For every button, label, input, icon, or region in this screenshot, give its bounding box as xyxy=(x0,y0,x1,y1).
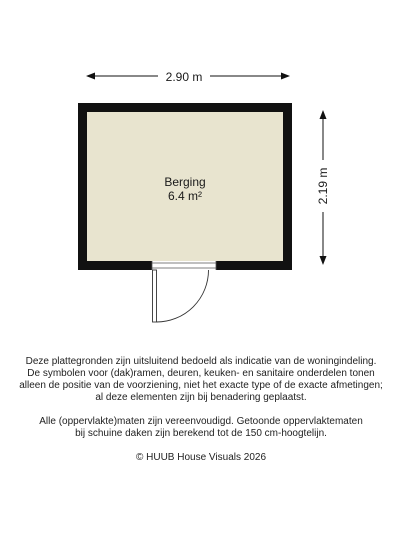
disclaimer-line: Deze plattegronden zijn uitsluitend bedoeld als indicatie van de woningindeling. xyxy=(25,356,377,367)
disclaimer-line: alleen de positie van de voorziening, niet het exacte type of de exacte afmetingen; xyxy=(19,380,383,391)
disclaimer-line: bij schuine daken zijn berekend tot de 150 cm-hoogtelijn. xyxy=(75,428,327,439)
depth-arrow-top xyxy=(320,110,327,119)
disclaimer-paragraph-1 xyxy=(0,356,402,404)
width-arrow-left xyxy=(86,73,95,80)
room-area: 6.4 m² xyxy=(167,189,203,203)
door xyxy=(152,261,216,322)
door-leaf xyxy=(153,270,157,322)
depth-dimension xyxy=(314,110,332,265)
depth-label: 2.19 m xyxy=(316,167,330,205)
room-name: Berging xyxy=(164,175,206,189)
disclaimer-line: Alle (oppervlakte)maten zijn vereenvoudigd. Getoonde oppervlaktematen xyxy=(39,416,363,427)
width-label: 2.90 m xyxy=(165,70,203,84)
disclaimer-line: De symbolen voor (dak)ramen, deuren, keuken- en sanitaire onderdelen tonen xyxy=(27,368,375,379)
depth-arrow-bottom xyxy=(320,256,327,265)
disclaimer xyxy=(0,356,402,464)
copyright-notice: © HUUB House Visuals 2026 xyxy=(135,452,267,463)
disclaimer-line: al deze elementen zijn bij benadering geplaatst. xyxy=(95,392,307,403)
width-arrow-right xyxy=(281,73,290,80)
door-swing-arc xyxy=(157,270,209,322)
door-opening xyxy=(152,261,216,271)
disclaimer-paragraph-2 xyxy=(0,416,402,440)
width-dimension xyxy=(86,67,290,85)
